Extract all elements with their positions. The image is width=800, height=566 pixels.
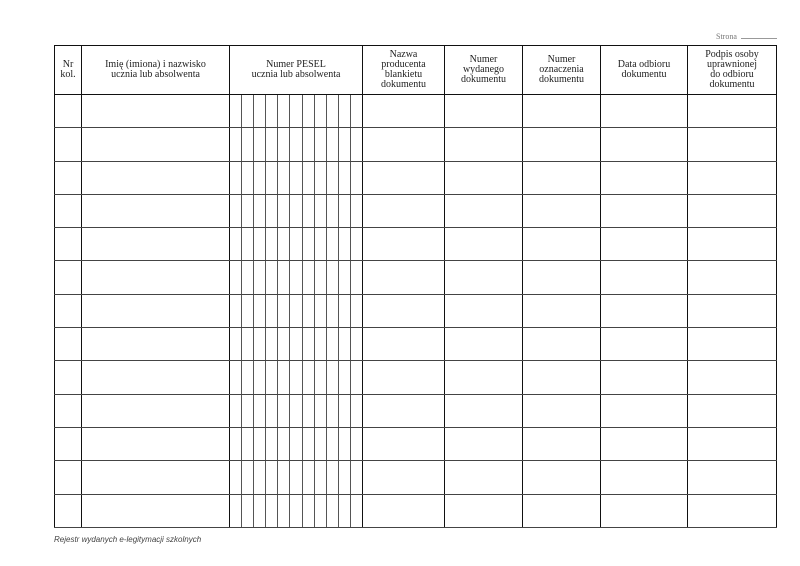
table-row — [55, 494, 777, 527]
pesel-digit-box[interactable] — [278, 95, 290, 127]
pesel-digit-box[interactable] — [278, 395, 290, 427]
cell-producer[interactable] — [363, 228, 445, 261]
cell-producer[interactable] — [363, 161, 445, 194]
register-table — [54, 45, 777, 528]
pesel-digit-box[interactable] — [290, 495, 302, 527]
pesel-digit-box[interactable] — [230, 261, 242, 293]
pesel-digit-box[interactable] — [278, 195, 290, 227]
cell-issued_number[interactable] — [445, 328, 523, 361]
pesel-digit-box[interactable] — [278, 228, 290, 260]
pesel-digit-box[interactable] — [278, 295, 290, 327]
pesel-digit-boxes — [230, 295, 362, 327]
cell-issued_number[interactable] — [445, 294, 523, 327]
cell-pickup_date[interactable] — [601, 95, 688, 128]
cell-issued_number[interactable] — [445, 95, 523, 128]
pesel-digit-box[interactable] — [242, 128, 254, 160]
pesel-digit-box[interactable] — [266, 428, 278, 460]
pesel-digit-box[interactable] — [290, 162, 302, 194]
cell-pickup_date[interactable] — [601, 394, 688, 427]
pesel-digit-box[interactable] — [303, 295, 315, 327]
pesel-digit-box[interactable] — [242, 328, 254, 360]
pesel-digit-box[interactable] — [230, 128, 242, 160]
cell-mark_number[interactable] — [523, 128, 601, 161]
cell-nr[interactable] — [55, 294, 82, 327]
pesel-digit-box[interactable] — [315, 495, 327, 527]
pesel-digit-box[interactable] — [303, 328, 315, 360]
cell-pickup_date[interactable] — [601, 461, 688, 494]
cell-pesel[interactable] — [230, 194, 363, 227]
cell-mark_number[interactable] — [523, 261, 601, 294]
header-mark-number: Numer oznaczenia dokumentu — [523, 46, 601, 95]
pesel-digit-box[interactable] — [278, 361, 290, 393]
cell-signature[interactable] — [688, 494, 777, 527]
pesel-digit-box[interactable] — [351, 495, 362, 527]
pesel-digit-box[interactable] — [327, 228, 339, 260]
cell-name[interactable] — [82, 228, 230, 261]
pesel-digit-box[interactable] — [266, 495, 278, 527]
cell-pesel[interactable] — [230, 394, 363, 427]
pesel-digit-boxes — [230, 495, 362, 527]
cell-pesel[interactable] — [230, 427, 363, 460]
pesel-digit-box[interactable] — [303, 361, 315, 393]
pesel-digit-box[interactable] — [351, 328, 362, 360]
pesel-digit-box[interactable] — [315, 295, 327, 327]
footer-note: Rejestr wydanych e-legitymacji szkolnych — [54, 535, 202, 544]
cell-issued_number[interactable] — [445, 194, 523, 227]
pesel-digit-box[interactable] — [242, 162, 254, 194]
register-body — [55, 95, 777, 528]
pesel-digit-boxes — [230, 261, 362, 293]
cell-name[interactable] — [82, 294, 230, 327]
pesel-digit-box[interactable] — [303, 128, 315, 160]
table-row — [55, 128, 777, 161]
pesel-digit-box[interactable] — [242, 261, 254, 293]
pesel-digit-box[interactable] — [266, 128, 278, 160]
pesel-digit-box[interactable] — [327, 461, 339, 493]
pesel-digit-box[interactable] — [339, 295, 351, 327]
pesel-digit-box[interactable] — [230, 495, 242, 527]
pesel-digit-box[interactable] — [254, 195, 266, 227]
pesel-digit-box[interactable] — [242, 95, 254, 127]
pesel-digit-box[interactable] — [351, 95, 362, 127]
cell-mark_number[interactable] — [523, 328, 601, 361]
table-row — [55, 161, 777, 194]
cell-pesel[interactable] — [230, 294, 363, 327]
pesel-digit-box[interactable] — [278, 428, 290, 460]
pesel-digit-box[interactable] — [315, 128, 327, 160]
pesel-digit-box[interactable] — [290, 228, 302, 260]
pesel-digit-box[interactable] — [315, 261, 327, 293]
header-pesel: Numer PESEL ucznia lub absolwenta — [230, 46, 363, 95]
pesel-digit-boxes — [230, 195, 362, 227]
pesel-digit-box[interactable] — [303, 162, 315, 194]
pesel-digit-box[interactable] — [315, 328, 327, 360]
pesel-digit-box[interactable] — [266, 461, 278, 493]
pesel-digit-box[interactable] — [351, 128, 362, 160]
cell-pickup_date[interactable] — [601, 161, 688, 194]
pesel-digit-box[interactable] — [278, 261, 290, 293]
cell-signature[interactable] — [688, 328, 777, 361]
pesel-digit-box[interactable] — [290, 428, 302, 460]
pesel-digit-box[interactable] — [339, 95, 351, 127]
pesel-digit-box[interactable] — [290, 395, 302, 427]
pesel-digit-box[interactable] — [230, 195, 242, 227]
cell-pickup_date[interactable] — [601, 494, 688, 527]
pesel-digit-box[interactable] — [327, 295, 339, 327]
cell-signature[interactable] — [688, 261, 777, 294]
pesel-digit-box[interactable] — [339, 361, 351, 393]
cell-signature[interactable] — [688, 427, 777, 460]
header-issued-number: Numer wydanego dokumentu — [445, 46, 523, 95]
cell-mark_number[interactable] — [523, 95, 601, 128]
pesel-digit-box[interactable] — [254, 328, 266, 360]
pesel-digit-box[interactable] — [242, 395, 254, 427]
cell-pickup_date[interactable] — [601, 361, 688, 394]
pesel-digit-box[interactable] — [254, 95, 266, 127]
pesel-digit-boxes — [230, 162, 362, 194]
cell-pesel[interactable] — [230, 228, 363, 261]
pesel-digit-box[interactable] — [351, 295, 362, 327]
header-producer: Nazwa producenta blankietu dokumentu — [363, 46, 445, 95]
pesel-digit-box[interactable] — [315, 461, 327, 493]
cell-producer[interactable] — [363, 394, 445, 427]
cell-pickup_date[interactable] — [601, 128, 688, 161]
cell-issued_number[interactable] — [445, 261, 523, 294]
cell-name[interactable] — [82, 394, 230, 427]
pesel-digit-box[interactable] — [278, 162, 290, 194]
pesel-digit-box[interactable] — [242, 495, 254, 527]
cell-producer[interactable] — [363, 494, 445, 527]
cell-issued_number[interactable] — [445, 161, 523, 194]
pesel-digit-box[interactable] — [303, 428, 315, 460]
table-row — [55, 294, 777, 327]
pesel-digit-box[interactable] — [266, 195, 278, 227]
cell-name[interactable] — [82, 328, 230, 361]
pesel-digit-box[interactable] — [230, 395, 242, 427]
cell-mark_number[interactable] — [523, 361, 601, 394]
pesel-digit-box[interactable] — [315, 162, 327, 194]
table-row — [55, 194, 777, 227]
pesel-digit-box[interactable] — [339, 461, 351, 493]
cell-pickup_date[interactable] — [601, 228, 688, 261]
table-row — [55, 95, 777, 128]
cell-nr[interactable] — [55, 394, 82, 427]
pesel-digit-box[interactable] — [303, 228, 315, 260]
cell-name[interactable] — [82, 161, 230, 194]
pesel-digit-box[interactable] — [327, 395, 339, 427]
pesel-digit-box[interactable] — [327, 162, 339, 194]
table-row — [55, 361, 777, 394]
pesel-digit-box[interactable] — [351, 261, 362, 293]
pesel-digit-boxes — [230, 395, 362, 427]
pesel-digit-box[interactable] — [339, 261, 351, 293]
pesel-digit-box[interactable] — [351, 162, 362, 194]
cell-nr[interactable] — [55, 328, 82, 361]
cell-signature[interactable] — [688, 228, 777, 261]
cell-issued_number[interactable] — [445, 394, 523, 427]
pesel-digit-box[interactable] — [230, 228, 242, 260]
cell-pickup_date[interactable] — [601, 261, 688, 294]
cell-producer[interactable] — [363, 427, 445, 460]
table-row — [55, 228, 777, 261]
pesel-digit-box[interactable] — [230, 461, 242, 493]
pesel-digit-box[interactable] — [327, 95, 339, 127]
cell-nr[interactable] — [55, 494, 82, 527]
pesel-digit-box[interactable] — [266, 162, 278, 194]
cell-nr[interactable] — [55, 261, 82, 294]
pesel-digit-box[interactable] — [290, 261, 302, 293]
pesel-digit-box[interactable] — [230, 95, 242, 127]
pesel-digit-box[interactable] — [351, 428, 362, 460]
pesel-digit-box[interactable] — [315, 228, 327, 260]
pesel-digit-box[interactable] — [315, 428, 327, 460]
pesel-digit-box[interactable] — [254, 261, 266, 293]
cell-pesel[interactable] — [230, 361, 363, 394]
pesel-digit-box[interactable] — [290, 461, 302, 493]
pesel-digit-box[interactable] — [242, 428, 254, 460]
cell-mark_number[interactable] — [523, 494, 601, 527]
pesel-digit-box[interactable] — [278, 495, 290, 527]
pesel-digit-box[interactable] — [303, 195, 315, 227]
pesel-digit-box[interactable] — [242, 228, 254, 260]
cell-name[interactable] — [82, 261, 230, 294]
pesel-digit-box[interactable] — [230, 361, 242, 393]
pesel-digit-box[interactable] — [254, 461, 266, 493]
pesel-digit-box[interactable] — [254, 428, 266, 460]
pesel-digit-box[interactable] — [290, 328, 302, 360]
pesel-digit-box[interactable] — [327, 361, 339, 393]
pesel-digit-box[interactable] — [242, 461, 254, 493]
pesel-digit-box[interactable] — [278, 328, 290, 360]
cell-nr[interactable] — [55, 361, 82, 394]
cell-mark_number[interactable] — [523, 161, 601, 194]
pesel-digit-box[interactable] — [339, 428, 351, 460]
cell-signature[interactable] — [688, 128, 777, 161]
pesel-digit-boxes — [230, 328, 362, 360]
pesel-digit-box[interactable] — [242, 195, 254, 227]
pesel-digit-box[interactable] — [327, 495, 339, 527]
cell-issued_number[interactable] — [445, 494, 523, 527]
pesel-digit-box[interactable] — [266, 95, 278, 127]
cell-producer[interactable] — [363, 361, 445, 394]
cell-nr[interactable] — [55, 128, 82, 161]
cell-signature[interactable] — [688, 95, 777, 128]
page-number-blank[interactable] — [741, 38, 777, 39]
pesel-digit-box[interactable] — [254, 295, 266, 327]
pesel-digit-box[interactable] — [315, 95, 327, 127]
pesel-digit-box[interactable] — [242, 361, 254, 393]
pesel-digit-boxes — [230, 361, 362, 393]
pesel-digit-boxes — [230, 428, 362, 460]
pesel-digit-box[interactable] — [254, 162, 266, 194]
pesel-digit-box[interactable] — [351, 461, 362, 493]
cell-nr[interactable] — [55, 194, 82, 227]
pesel-digit-box[interactable] — [290, 128, 302, 160]
cell-mark_number[interactable] — [523, 294, 601, 327]
cell-issued_number[interactable] — [445, 228, 523, 261]
cell-nr[interactable] — [55, 95, 82, 128]
cell-nr[interactable] — [55, 228, 82, 261]
cell-issued_number[interactable] — [445, 461, 523, 494]
pesel-digit-box[interactable] — [254, 128, 266, 160]
pesel-digit-box[interactable] — [327, 195, 339, 227]
pesel-digit-box[interactable] — [230, 295, 242, 327]
pesel-digit-box[interactable] — [242, 295, 254, 327]
cell-signature[interactable] — [688, 394, 777, 427]
cell-pesel[interactable] — [230, 328, 363, 361]
pesel-digit-box[interactable] — [303, 495, 315, 527]
pesel-digit-box[interactable] — [339, 395, 351, 427]
pesel-digit-box[interactable] — [315, 395, 327, 427]
cell-pesel[interactable] — [230, 95, 363, 128]
pesel-digit-box[interactable] — [230, 162, 242, 194]
pesel-digit-box[interactable] — [254, 495, 266, 527]
cell-issued_number[interactable] — [445, 128, 523, 161]
cell-signature[interactable] — [688, 161, 777, 194]
header-name: Imię (imiona) i nazwisko ucznia lub absolwenta — [82, 46, 230, 95]
pesel-digit-boxes — [230, 461, 362, 493]
cell-pesel[interactable] — [230, 494, 363, 527]
table-row — [55, 328, 777, 361]
cell-pesel[interactable] — [230, 461, 363, 494]
pesel-digit-box[interactable] — [315, 195, 327, 227]
pesel-digit-box[interactable] — [339, 128, 351, 160]
pesel-digit-box[interactable] — [339, 328, 351, 360]
cell-name[interactable] — [82, 95, 230, 128]
pesel-digit-box[interactable] — [290, 95, 302, 127]
pesel-digit-box[interactable] — [230, 428, 242, 460]
pesel-digit-boxes — [230, 128, 362, 160]
pesel-digit-box[interactable] — [266, 295, 278, 327]
pesel-digit-box[interactable] — [327, 261, 339, 293]
pesel-digit-box[interactable] — [290, 295, 302, 327]
pesel-digit-box[interactable] — [266, 395, 278, 427]
pesel-digit-box[interactable] — [351, 228, 362, 260]
pesel-digit-box[interactable] — [339, 162, 351, 194]
pesel-digit-box[interactable] — [290, 195, 302, 227]
cell-pesel[interactable] — [230, 128, 363, 161]
cell-mark_number[interactable] — [523, 394, 601, 427]
cell-pesel[interactable] — [230, 161, 363, 194]
pesel-digit-box[interactable] — [315, 361, 327, 393]
pesel-digit-box[interactable] — [230, 328, 242, 360]
pesel-digit-box[interactable] — [339, 495, 351, 527]
page-number-label: Strona — [716, 32, 737, 41]
cell-nr[interactable] — [55, 461, 82, 494]
cell-name[interactable] — [82, 494, 230, 527]
cell-signature[interactable] — [688, 194, 777, 227]
cell-nr[interactable] — [55, 161, 82, 194]
cell-mark_number[interactable] — [523, 427, 601, 460]
pesel-digit-box[interactable] — [278, 461, 290, 493]
pesel-digit-box[interactable] — [303, 261, 315, 293]
cell-name[interactable] — [82, 128, 230, 161]
table-row — [55, 261, 777, 294]
pesel-digit-boxes — [230, 95, 362, 127]
page-number-field — [716, 32, 777, 41]
pesel-digit-box[interactable] — [254, 228, 266, 260]
cell-nr[interactable] — [55, 427, 82, 460]
cell-mark_number[interactable] — [523, 461, 601, 494]
header-row — [55, 46, 777, 95]
cell-pickup_date[interactable] — [601, 294, 688, 327]
pesel-digit-box[interactable] — [351, 361, 362, 393]
cell-producer[interactable] — [363, 294, 445, 327]
pesel-digit-box[interactable] — [290, 361, 302, 393]
cell-producer[interactable] — [363, 194, 445, 227]
cell-producer[interactable] — [363, 328, 445, 361]
pesel-digit-box[interactable] — [303, 461, 315, 493]
cell-name[interactable] — [82, 461, 230, 494]
pesel-digit-box[interactable] — [339, 195, 351, 227]
pesel-digit-box[interactable] — [351, 395, 362, 427]
cell-signature[interactable] — [688, 294, 777, 327]
pesel-digit-box[interactable] — [327, 328, 339, 360]
cell-pesel[interactable] — [230, 261, 363, 294]
cell-issued_number[interactable] — [445, 427, 523, 460]
table-row — [55, 461, 777, 494]
pesel-digit-box[interactable] — [254, 395, 266, 427]
header-pickup-date: Data odbioru dokumentu — [601, 46, 688, 95]
pesel-digit-box[interactable] — [266, 328, 278, 360]
cell-pickup_date[interactable] — [601, 427, 688, 460]
pesel-digit-box[interactable] — [351, 195, 362, 227]
cell-pickup_date[interactable] — [601, 328, 688, 361]
header-nr: Nr kol. — [55, 46, 82, 95]
cell-name[interactable] — [82, 194, 230, 227]
pesel-digit-box[interactable] — [278, 128, 290, 160]
table-row — [55, 394, 777, 427]
pesel-digit-box[interactable] — [303, 95, 315, 127]
pesel-digit-box[interactable] — [266, 228, 278, 260]
pesel-digit-box[interactable] — [266, 361, 278, 393]
cell-producer[interactable] — [363, 128, 445, 161]
pesel-digit-box[interactable] — [266, 261, 278, 293]
table-row — [55, 427, 777, 460]
cell-signature[interactable] — [688, 461, 777, 494]
cell-issued_number[interactable] — [445, 361, 523, 394]
cell-mark_number[interactable] — [523, 194, 601, 227]
cell-name[interactable] — [82, 361, 230, 394]
cell-producer[interactable] — [363, 95, 445, 128]
pesel-digit-box[interactable] — [339, 228, 351, 260]
pesel-digit-box[interactable] — [327, 428, 339, 460]
pesel-digit-box[interactable] — [254, 361, 266, 393]
pesel-digit-box[interactable] — [327, 128, 339, 160]
cell-producer[interactable] — [363, 461, 445, 494]
cell-signature[interactable] — [688, 361, 777, 394]
cell-name[interactable] — [82, 427, 230, 460]
pesel-digit-box[interactable] — [303, 395, 315, 427]
header-signature: Podpis osoby uprawnionej do odbioru dokumentu — [688, 46, 777, 95]
pesel-digit-boxes — [230, 228, 362, 260]
cell-producer[interactable] — [363, 261, 445, 294]
cell-pickup_date[interactable] — [601, 194, 688, 227]
cell-mark_number[interactable] — [523, 228, 601, 261]
